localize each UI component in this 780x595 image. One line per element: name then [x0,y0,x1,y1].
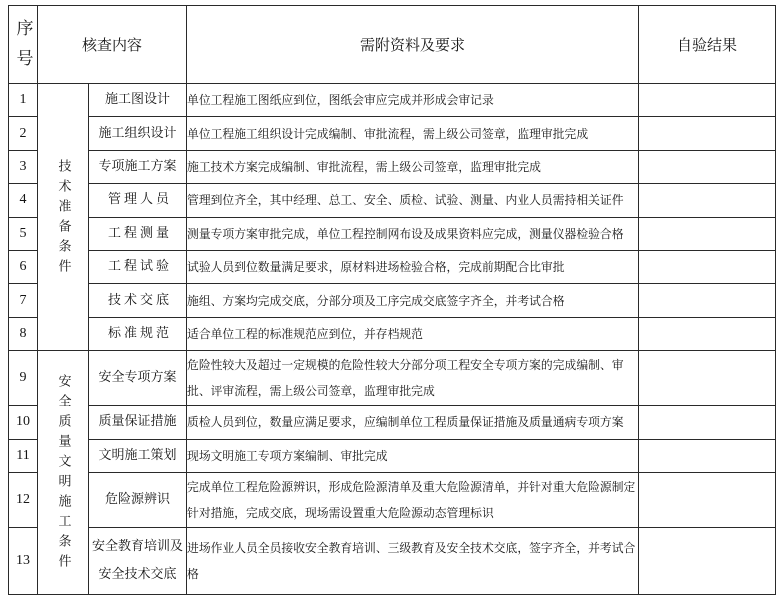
row-number: 10 [9,406,38,439]
category-cell [38,84,89,351]
check-item: 文明施工策划 [89,439,187,472]
self-check-result-cell [639,250,776,283]
inspection-table [8,5,776,595]
self-check-result-cell [639,117,776,150]
check-item: 施工图设计 [89,84,187,117]
table-row [9,351,776,406]
table-row [9,150,776,183]
table-row [9,439,776,472]
header-row [9,6,776,84]
self-check-result-cell [639,84,776,117]
self-check-result-cell [639,527,776,594]
row-number: 3 [9,150,38,183]
self-check-result-cell [639,184,776,217]
requirement-text: 现场文明施工专项方案编制、审批完成 [187,439,639,472]
table-row [9,117,776,150]
row-number: 1 [9,84,38,117]
check-item: 安全教育培训及安全技术交底 [89,527,187,594]
self-check-result-cell [639,351,776,406]
table-row [9,527,776,594]
self-check-result-cell [639,406,776,439]
check-item: 质量保证措施 [89,406,187,439]
check-item: 施工组织设计 [89,117,187,150]
category-cell [38,351,89,595]
check-item: 工程测量 [89,217,187,250]
row-number: 9 [9,351,38,406]
row-number: 5 [9,217,38,250]
self-check-result-cell [639,317,776,350]
check-item: 专项施工方案 [89,150,187,183]
requirement-text: 危险性较大及超过一定规模的危险性较大分部分项工程安全专项方案的完成编制、审批、评审流程，需上级公司签章，监理审批完成 [187,351,639,406]
check-item: 标准规范 [89,317,187,350]
category-label: 安全质量文明施工条件 [55,374,71,575]
table-header [9,6,776,84]
requirement-text: 测量专项方案审批完成，单位工程控制网布设及成果资料应完成，测量仪器检验合格 [187,217,639,250]
requirement-text: 施组、方案均完成交底，分部分项及工序完成交底签字齐全，并考试合格 [187,284,639,317]
table-row [9,317,776,350]
check-item: 技术交底 [89,284,187,317]
self-check-result-cell [639,217,776,250]
header-requirements: 需附资料及要求 [187,6,639,84]
requirement-text: 单位工程施工图纸应到位，图纸会审应完成并形成会审记录 [187,84,639,117]
header-seq-label: 序号 [12,19,33,79]
requirement-text: 管理到位齐全，其中经理、总工、安全、质检、试验、测量、内业人员需持相关证件 [187,184,639,217]
row-number: 8 [9,317,38,350]
self-check-result-cell [639,472,776,527]
header-check-content: 核查内容 [38,6,187,84]
row-number: 11 [9,439,38,472]
check-item: 安全专项方案 [89,351,187,406]
table-row [9,406,776,439]
requirement-text: 单位工程施工组织设计完成编制、审批流程，需上级公司签章，监理审批完成 [187,117,639,150]
check-item: 工程试验 [89,250,187,283]
table-row [9,472,776,527]
category-label: 技术准备条件 [55,158,71,279]
row-number: 4 [9,184,38,217]
row-number: 12 [9,472,38,527]
row-number: 6 [9,250,38,283]
self-check-result-cell [639,150,776,183]
row-number: 2 [9,117,38,150]
header-seq [9,6,38,84]
check-item: 危险源辨识 [89,472,187,527]
table-row [9,84,776,117]
table-row [9,250,776,283]
requirement-text: 质检人员到位，数量应满足要求，应编制单位工程质量保证措施及质量通病专项方案 [187,406,639,439]
requirement-text: 进场作业人员全员接收安全教育培训、三级教育及安全技术交底，签字齐全，并考试合格 [187,527,639,594]
requirement-text: 完成单位工程危险源辨识，形成危险源清单及重大危险源清单，并针对重大危险源制定针对措施，完成交底，现场需设置重大危险源动态管理标识 [187,472,639,527]
requirement-text: 适合单位工程的标准规范应到位，并存档规范 [187,317,639,350]
check-item: 管理人员 [89,184,187,217]
table-row [9,284,776,317]
self-check-result-cell [639,439,776,472]
row-number: 7 [9,284,38,317]
table-body [9,84,776,595]
table-row [9,184,776,217]
table-row [9,217,776,250]
header-self-check-result: 自验结果 [639,6,776,84]
requirement-text: 试验人员到位数量满足要求，原材料进场检验合格，完成前期配合比审批 [187,250,639,283]
self-check-result-cell [639,284,776,317]
row-number: 13 [9,527,38,594]
requirement-text: 施工技术方案完成编制、审批流程，需上级公司签章，监理审批完成 [187,150,639,183]
